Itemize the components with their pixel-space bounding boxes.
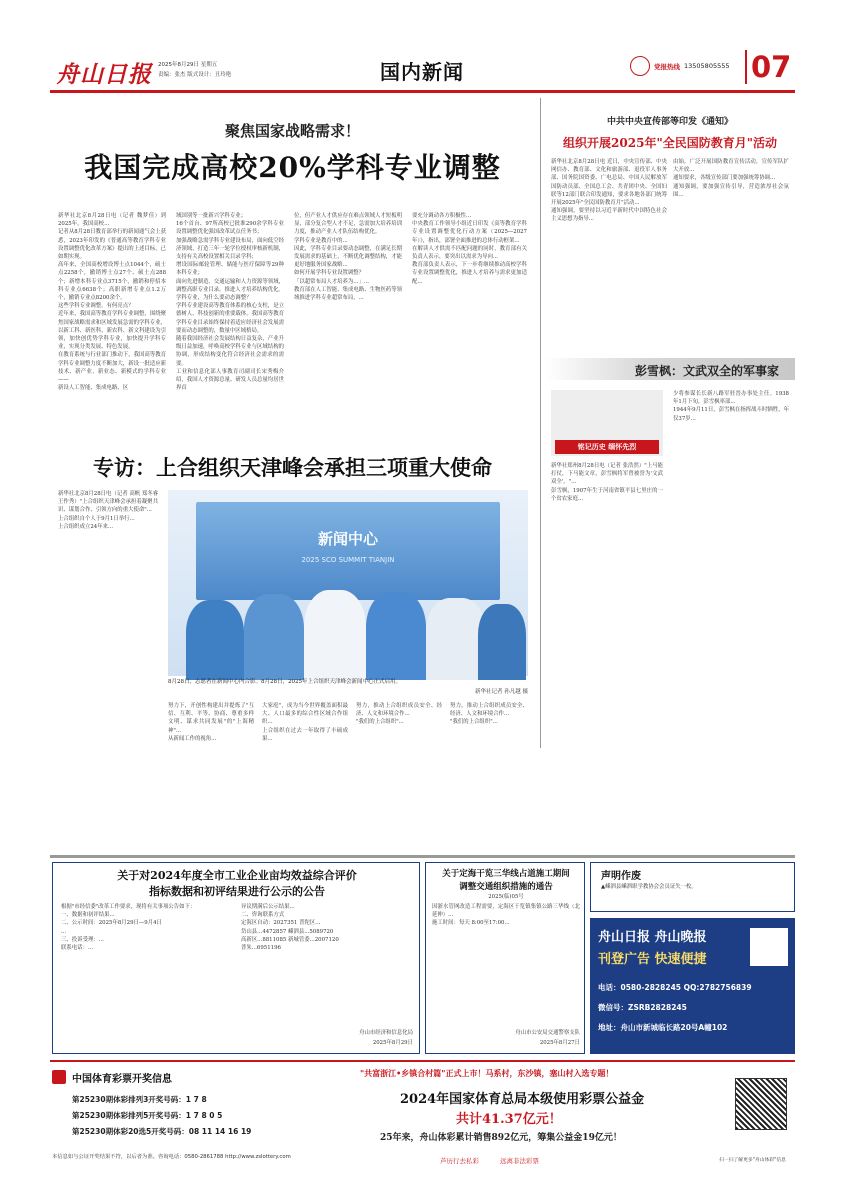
side1-col2: 由始。广泛开展国防教育宣传活动，宣传军队扩大开放... 通知要求，各级宣传部门要加强统筹协调... 通知强调，要加强宣传引导，营造浓厚社会氛围...: [673, 159, 789, 198]
story2-col2: 努力下，开创性构建出并提炼了"互信、互利、平等、协商、尊重多样文明、谋求共同发展"的"上海精神"... 从新闻工作的视角...: [168, 703, 254, 742]
ad1-col1: 根据"市经信委"改革工作要求，现将有关事项公告如下： 一、数据和初评结果... 二、公示时间：2025年8月29日—9月4日 ... 三、投诉受理：... 联系电话：...: [61, 904, 196, 952]
page-number: 07: [745, 50, 791, 84]
qr-code-icon: [735, 1078, 787, 1130]
phone-icon: [630, 56, 650, 76]
ads-top-rule: [50, 855, 795, 858]
photo-volunteer: [186, 600, 244, 680]
story-peng-xuefeng: [545, 358, 795, 758]
ad-industrial-notice: [52, 862, 420, 1054]
story1-col3: 位，但产业人才供应存在难点领域人才短板明显，部分复合型人才不足，急需加大培养培训力度，推动产业人才队伍结构优化。 学科专业是教育中的... 因此，学科专业目录要动态调整，在满足长期发展需求的基础上，不断优化调整结构，才能更好地服务国家战略... 如何开展学科专业设置调整？ 「以超常布局人才培养为...」... 教育部在人工智能、集成电路、生物医药等领域推进学科专业超常布局，...: [294, 213, 402, 302]
photo-credit: 新华社记者 孙凡越 摄: [475, 689, 528, 695]
masthead: [50, 42, 795, 92]
story1-headline: 我国完成高校20%学科专业调整: [84, 151, 501, 184]
banner-sub: 共计41.37亿元！: [456, 1112, 562, 1127]
banner-badge2: 远离非法彩票: [500, 1157, 539, 1165]
banner-qr-caption: 扫一扫了解更多"舟山体彩"信息: [719, 1158, 786, 1163]
story1-col2: 域国别等一批新兴学科专业； 16个首台、97所高校已批准290余学科专业设置调整优化强国改革试点任务书； 加强战略急需学科专业建设布局，面向低空经济领域，打造三年一轮学位授权审核新机制，支持有关高校设置相关目录学科； 增设国际邮轮管理、储能与医疗保障等29种本科专业； 面向先进制造、交通运输和人力资源等领域，调整高职专业目录，推进人才培养结构优化。 学科专业，为什么要动态调整？ 学科专业建设高等教育体系的核心支柱，是立德树人、科技创新的重要载体。我国高等教育学科专业目录始终保持着适应经济社会发展需要而动态调整的，数量中区域格局。 随着我国经济社会发展结构日益复杂，产业升级日益加速，呼唤高校学科专业与区域结构的协调，形成结构变化符合经济社会需求的需要。 工业和信息化部人事教育司副司长宋秀梅介绍，我国人才资源总量、研发人员总量均居世界首: [176, 213, 284, 392]
banner-main: 2024年国家体育总局本级使用彩票公益金: [400, 1092, 645, 1107]
ad2-title-line2: 调整交通组织措施的通告: [459, 882, 553, 892]
ad2-body: 因浙水管网改造工程需要，定海区干览镇集镇公路三华线（北延伸）... 施工时间：每天 8:00至17:00...: [432, 904, 580, 927]
hotline-number: 13505805555: [684, 62, 730, 70]
side2-headline: 彭雪枫：文武双全的军事家: [635, 364, 780, 378]
ad1-date: 2025年8月29日: [372, 1040, 413, 1046]
lottery-info: [52, 1068, 352, 1178]
photo-volunteer: [478, 604, 526, 680]
photo-volunteer: [426, 598, 486, 680]
masthead-logo: 舟山日报: [56, 61, 152, 88]
side1-kicker: 中共中央宣传部等印发《通知》: [606, 117, 733, 127]
lottery-footer: 本信息如与公证开奖结果不符，以后者为准。咨询电话：0580-2861788 http://www.zslottery.com: [52, 1154, 291, 1160]
hotline-label: 党报热线: [654, 63, 680, 71]
masthead-editor: 责编：张杰 版式设计：丑玲艳: [158, 72, 232, 78]
banner-badge1: 芦历行去私彩: [440, 1157, 479, 1165]
lottery-rule: [50, 1060, 795, 1062]
masthead-date: 2025年8月29日 星期五: [158, 62, 218, 68]
photo-banner-text: 2025 SCO SUMMIT TIANJIN: [301, 556, 395, 564]
banner-slogan: "共富浙江•乡镇合村篇"正式上市！马系村，东沙镇，塞山村入选专题！: [360, 1068, 614, 1078]
masthead-rule: [50, 90, 795, 93]
photo-screen-text: 新闻中心: [317, 530, 378, 548]
qr-code-icon: [750, 928, 788, 966]
photo-caption: 8月28日，志愿者在新闻中心内合影。8月28日，2025年上合组织天津峰会新闻中心正式启用。: [168, 679, 401, 685]
ad-traffic-notice: [425, 862, 585, 1054]
ad3-body: ▲嵊泗县嵊泗职学教协会会员证失一枚。: [601, 884, 697, 890]
side2-kicker-box: 铭记历史 缅怀先烈: [555, 440, 659, 454]
section-title: 国内新闻: [380, 60, 464, 84]
ad1-signature: 舟山市经济和信息化局: [359, 1030, 413, 1036]
ad3-logo1: 舟山日报 舟山晚报: [598, 930, 707, 945]
story2-col5: 努力，推动上合组织成员安全、经济、人文和环境合作... "我们的上合组织"...: [450, 703, 528, 726]
lottery-banner: [360, 1068, 795, 1178]
ad2-number: 2025(临)05号: [488, 894, 524, 900]
column-divider: [540, 98, 541, 748]
ad2-title-line1: 关于定海干览三华线占道施工期间: [442, 869, 570, 879]
lottery-icon: [52, 1070, 66, 1084]
newspaper-ad-box: [590, 918, 795, 1054]
ad3-title: 声明作废: [601, 871, 641, 882]
story2-col4: 努力，推动上合组织成员安全、经济、人文和环境合作... "我们的上合组织"...: [356, 703, 442, 726]
story-sco-summit: [50, 450, 535, 850]
summit-photo: [168, 490, 528, 676]
lottery-line3: 第25230期体彩20选5开奖号码：08 11 14 16 19: [72, 1127, 252, 1136]
ad3-phone: 电话：0580-2828245 QQ:2782756839: [598, 983, 752, 992]
side2-col2: 少将参谋长长新八路军驻晋办事处主任。1938年1月下旬，彭雪枫率部... 1944年9月11日，彭雪枫在指挥战斗时牺牲，年仅37岁...: [673, 391, 789, 422]
banner-line3: 25年来，舟山体彩累计销售892亿元，筹集公益金19亿元！: [380, 1133, 622, 1143]
ad3-address: 地址：舟山市新城临长路20号A幢102: [598, 1023, 728, 1032]
ad1-col2: 异议期满后公示结果... 二、咨询联系方式 定海区自动：2027351 普陀区... 岱山县...4472857 嵊泗县...5089720 高新区...8811085 新城管委...2007120 普朱...6951196: [241, 904, 339, 952]
story2-col1: 新华社北京8月28日电（记者 高帆 郑冬睿 王作秀）"上合组织天津峰会承担着凝聚共识、谋划合作、引领方向的重大使命"... 上合组织自个人于9月1日举行... 上合组织成立24年来...: [58, 491, 158, 530]
story1-kicker: 聚焦国家战略需求！: [224, 122, 360, 140]
lottery-line1: 第25230期体彩排列3开奖号码：1 7 8: [72, 1095, 207, 1104]
ad1-title-line1: 关于对2024年度全市工业企业亩均效益综合评价: [117, 869, 357, 882]
screen-backdrop: [196, 502, 500, 600]
story1-col4: 要充分调动各方积极性... 中央教育工作领导小组近日印发《高等教育学科专业设置调整优化行动方案（2025—2027年）》，指出，部署全面推进的总体行动框架... 在解读人才供需不匹配问题的同时，教育部有关负责人表示，要突出以需求为导向... 教育部负责人表示，下一步将继续推动高校学科专业设置调整优化，推进人才培养与需求更加适配...: [412, 213, 527, 285]
lottery-title: 中国体育彩票开奖信息: [72, 1074, 172, 1085]
side1-headline: 组织开展2025年"全民国防教育月"活动: [563, 136, 777, 150]
ad-classified: [590, 862, 795, 1054]
void-notice-box: [590, 862, 795, 912]
story-defense-education: [545, 100, 795, 360]
story2-headline: 专访：上合组织天津峰会承担三项重大使命: [93, 455, 492, 480]
story2-col3: 大家庭"，成为当今世界覆盖面积最大、人口最多的综合性区域合作组织... 上合组织在过去一年取得了丰硕成果...: [262, 703, 348, 742]
photo-volunteer: [244, 594, 304, 680]
photo-volunteer: [366, 592, 426, 680]
photo-volunteer: [304, 590, 366, 680]
side2-col1: 新华社郑州8月28日电（记者 张浩然）"上马能打仗，下马能文章，彭雪枫将军曾被誉为'文武双全'。"... 彭雪枫，1907年生于河南省镇平县七里庄的一个贫农家庭...: [551, 463, 663, 502]
story1-col1: 新华社北京8月28日电（记者 魏梦佳）到2025年，我国高校... 记者从8月28日教育部举行的新闻通气会上获悉，2023年印发的《普通高等教育学科专业设置调整优化改革方案》提出的上述目标，已如期实现。 高年来，全国高校增设博士点1044个，硕士点2258个，撤销博士点27个、硕士点288个；新增本科专业点3715个，撤销和停招本科专业点6638个；高职新增专业点1.2万个，撤销专业点8200余个。 这些学科专业调整，有何亮点？ 近年来，我国高等教育学科专业调整，围绕聚焦国家战略需求和区域发展急需的学科专业，以新工科、新医科、新农科、新文科建设为引领，加快创优势学科专业，加快提升学科专业，实现分类发展、特色发展。 在教育系统与行业部门推动下，我国高等教育学科专业调整力度不断加大，新设一批适应新技术、新产业、新业态、新模式的学科专业—— 新设人工智能、集成电路、区: [58, 213, 166, 392]
side1-col1: 新华社北京8月28日电 近日，中央宣传部、中央网信办、教育部、文化和旅游部、退役军人事务部、国务院国资委、广电总局、中国人民解放军国防动员部、全国总工会、共青团中央、全国妇联等12部门联合印发通知，要求各地各部门统筹开展2025年"全民国防教育月"活动... 通知强调，要坚持以习近平新时代中国特色社会主义思想为指导...: [551, 159, 667, 223]
story-higher-ed: [50, 100, 535, 452]
ad2-date: 2025年8月27日: [539, 1040, 580, 1046]
lottery-line2: 第25230期体彩排列5开奖号码：1 7 8 0 5: [72, 1111, 223, 1120]
ad1-title-line2: 指标数据和初评结果进行公示的公告: [149, 885, 325, 898]
ad2-signature: 舟山市公安局交通警察支队: [515, 1030, 580, 1036]
ad3-logo2: 刊登广告 快速便捷: [598, 952, 707, 967]
ad3-wechat: 微信号：ZSRB2828245: [598, 1003, 687, 1012]
